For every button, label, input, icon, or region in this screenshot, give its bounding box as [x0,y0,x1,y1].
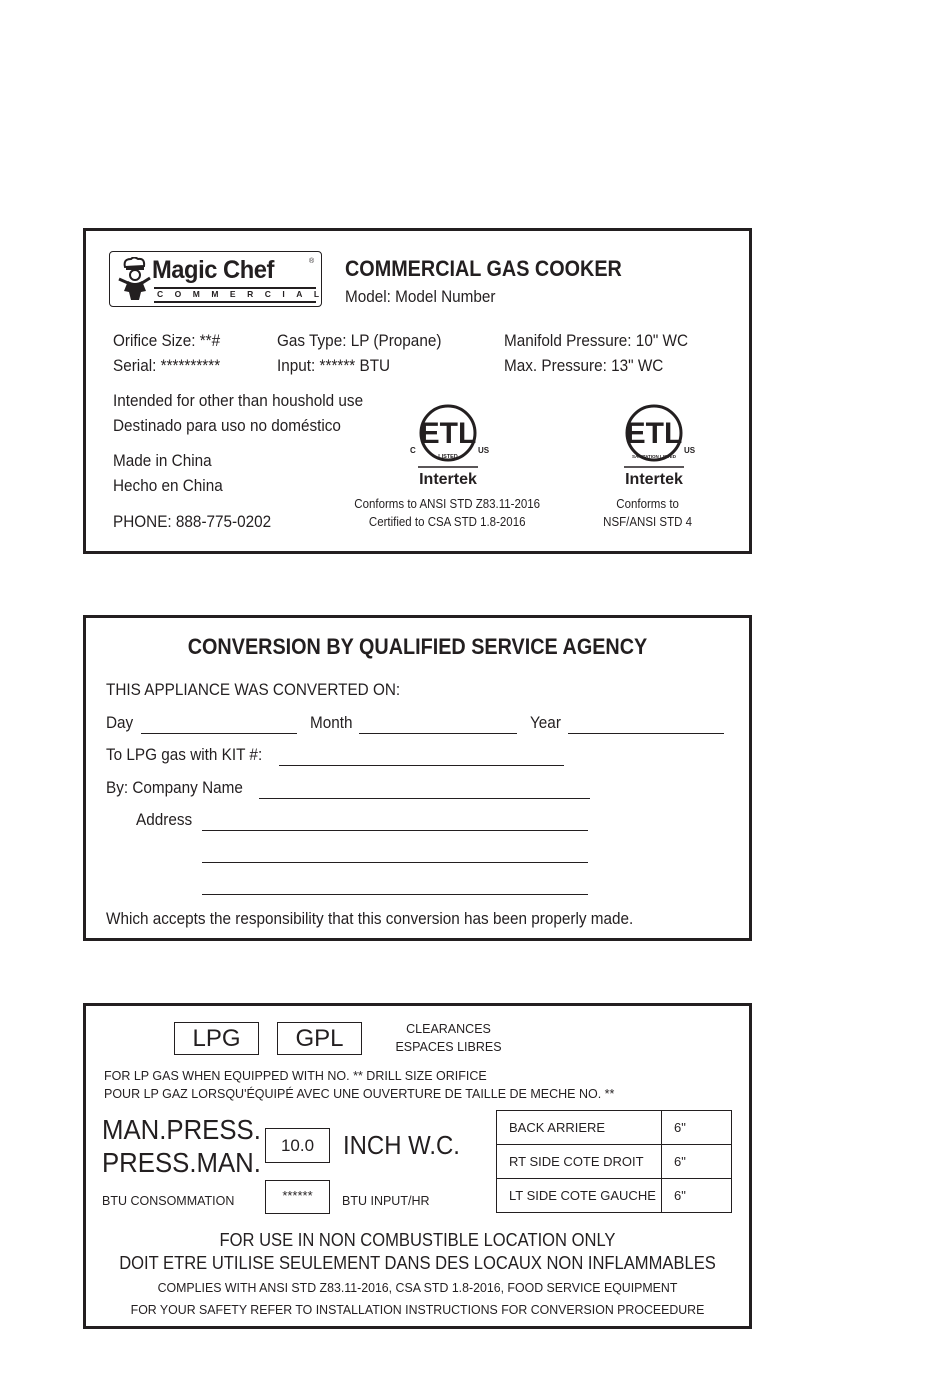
address-field-2[interactable] [202,862,588,863]
clearance-side: BACK ARRIERE [497,1111,662,1145]
address-label: Address [136,810,193,829]
company-field[interactable] [259,798,590,799]
btu-value-box [265,1180,330,1214]
btu-input-label: BTU INPUT/HR [342,1194,430,1208]
chef-mascot-icon [113,257,153,301]
table-row [497,1145,732,1179]
manifold-pressure: Manifold Pressure: 10" WC [504,331,689,350]
logo-rule-bottom [154,301,316,303]
magic-chef-logo [109,251,331,307]
for-lp-en: FOR LP GAS WHEN EQUIPPED WITH NO. ** DRILL SIZE ORIFICE [104,1069,487,1083]
etl-us-text: US [478,446,490,455]
conversion-title: CONVERSION BY QUALIFIED SERVICE AGENCY [187,634,648,659]
complies-statement: COMPLIES WITH ANSI STD Z83.11-2016, CSA STD 1.8-2016, FOOD SERVICE EQUIPMENT [157,1280,678,1295]
kit-label: To LPG gas with KIT #: [106,745,263,764]
converted-on-label: THIS APPLIANCE WAS CONVERTED ON: [106,680,401,699]
cert2-line1: Conforms to [616,497,679,511]
conversion-label [83,615,752,941]
clearance-side: LT SIDE COTE GAUCHE [497,1179,662,1213]
rating-plate-label [83,228,752,554]
model-number: Model: Model Number [345,287,496,306]
company-label: By: Company Name [106,778,243,797]
product-title: COMMERCIAL GAS COOKER [345,256,622,281]
day-label: Day [106,713,134,732]
cert2-line2: NSF/ANSI STD 4 [603,515,693,529]
day-field[interactable] [141,733,297,734]
gas-data-label [83,1003,752,1329]
made-in-en: Made in China [113,451,212,470]
max-pressure: Max. Pressure: 13" WC [504,356,664,375]
gas-type: Gas Type: LP (Propane) [277,331,442,350]
made-in-es: Hecho en China [113,476,223,495]
clearance-distance: 6" [661,1179,731,1213]
logo-brand-text: Magic Chef [152,256,274,284]
clearance-side: RT SIDE COTE DROIT [497,1145,662,1179]
year-field[interactable] [568,733,724,734]
etl-sanitation-icon [604,401,704,473]
serial-number: Serial: ********** [113,356,221,375]
btu-value: ****** [282,1188,313,1203]
espaces-heading: ESPACES LIBRES [395,1040,502,1054]
btu-consommation-label: BTU CONSOMMATION [102,1194,235,1208]
pressure-value: 10.0 [280,1136,315,1155]
non-combustible-fr: DOIT ETRE UTILISE SEULEMENT DANS DES LOCAUX NON INFLAMMABLES [119,1253,716,1273]
logo-sub-text: COMMERCIAL [157,289,331,299]
etl-mark-text-2: ETL [625,417,683,450]
pressure-value-box [265,1128,330,1163]
safety-statement: FOR YOUR SAFETY REFER TO INSTALLATION INSTRUCTIONS FOR CONVERSION PROCEEDURE [130,1302,705,1317]
lpg-text: LPG [192,1025,241,1052]
etl-listed-text: LISTED [438,454,458,460]
month-label: Month [310,713,353,732]
etl-listed-icon [398,401,498,473]
clearance-distance: 6" [661,1145,731,1179]
table-row [497,1111,732,1145]
inch-wc-label: INCH W.C. [343,1130,460,1160]
clearance-table [496,1110,732,1213]
for-lp-fr: POUR LP GAZ LORSQU'ÉQUIPÉ AVEC UNE OUVERTURE DE TAILLE DE MECHE NO. ** [104,1087,615,1101]
etl-us-text-2: US [684,446,696,455]
etl-sanitation-text: SANITATION LISTED [631,454,677,459]
intended-use-es: Destinado para uso no doméstico [113,416,341,435]
orifice-size: Orifice Size: **# [113,331,221,350]
registered-mark: ® [309,258,315,265]
etl-c-text: C [410,446,416,455]
lpg-box [174,1022,259,1055]
gpl-box [277,1022,362,1055]
clearance-distance: 6" [661,1111,731,1145]
etl-mark-text: ETL [419,417,477,450]
cert1-line1: Conforms to ANSI STD Z83.11-2016 [354,497,541,511]
phone-number: PHONE: 888-775-0202 [113,512,272,531]
intertek-name-1: Intertek [419,471,477,488]
input-btu: Input: ****** BTU [277,356,391,375]
responsibility-statement: Which accepts the responsibility that this conversion has been properly made. [106,909,634,928]
address-field-1[interactable] [202,830,588,831]
intertek-name-2: Intertek [625,471,683,488]
table-row [497,1179,732,1213]
non-combustible-en: FOR USE IN NON COMBUSTIBLE LOCATION ONLY [219,1230,616,1250]
kit-field[interactable] [279,765,564,766]
press-man-label: PRESS.MAN. [102,1147,261,1178]
month-field[interactable] [359,733,517,734]
cert1-line2: Certified to CSA STD 1.8-2016 [368,515,526,529]
year-label: Year [530,713,561,732]
intended-use-en: Intended for other than houshold use [113,391,364,410]
clearances-heading: CLEARANCES [406,1022,491,1036]
man-press-label: MAN.PRESS. [102,1114,261,1145]
gpl-text: GPL [295,1025,344,1052]
address-field-3[interactable] [202,894,588,895]
